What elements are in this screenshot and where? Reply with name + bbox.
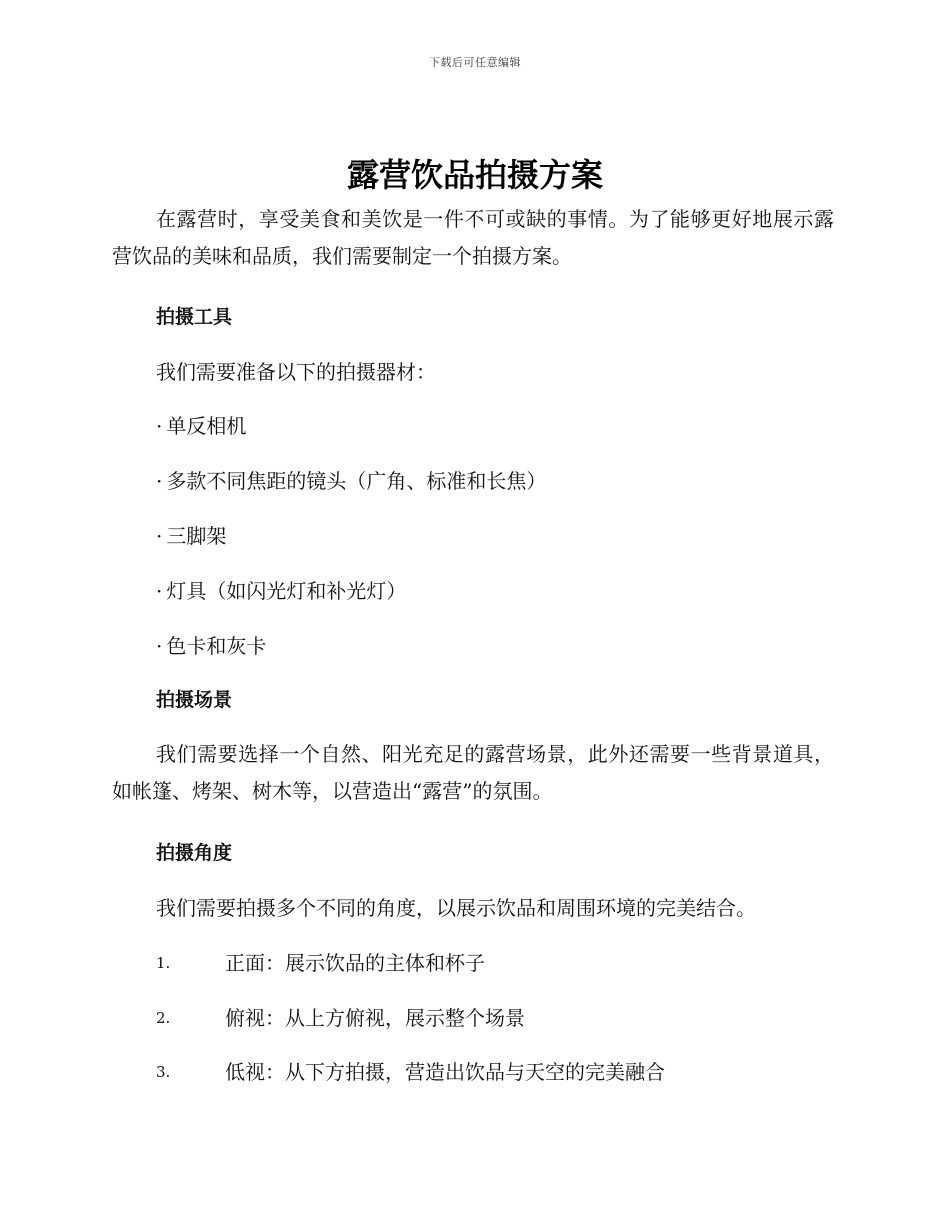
tools-item-label: 三脚架 — [166, 524, 227, 548]
tools-item-label: 色卡和灰卡 — [166, 634, 267, 658]
scene-heading: 拍摄场景 — [156, 689, 233, 711]
tools-item — [156, 522, 226, 550]
angle-item-number: 2. — [156, 1009, 171, 1027]
document-title: 露营饮品拍摄方案 — [346, 156, 603, 194]
bullet-icon: · — [156, 634, 163, 658]
bullet-icon: · — [156, 579, 163, 603]
bullet-icon: · — [156, 469, 163, 493]
angle-item-text: 俯视：从上方俯视，展示整个场景 — [225, 1006, 525, 1030]
tools-item-label: 单反相机 — [166, 414, 247, 438]
angle-item-number: 1. — [156, 954, 171, 972]
tools-item — [156, 577, 406, 605]
angle-item-text: 低视：从下方拍摄，营造出饮品与天空的完美融合 — [225, 1060, 665, 1084]
angle-item-text: 正面：展示饮品的主体和杯子 — [225, 951, 485, 975]
header-note: 下载后可任意编辑 — [429, 56, 521, 69]
tools-heading: 拍摄工具 — [156, 306, 233, 328]
angles-lead: 我们需要拍摄多个不同的角度，以展示饮品和周围环境的完美结合。 — [156, 896, 756, 920]
intro-paragraph: 在露营时，享受美食和美饮是一件不可或缺的事情。为了能够更好地展示露营饮品的美味和品质，我们需要制定一个拍摄方案。 — [112, 207, 834, 268]
tools-item — [156, 412, 246, 440]
angles-heading: 拍摄角度 — [156, 842, 233, 864]
tools-item-label: 多款不同焦距的镜头（广角、标准和长焦） — [166, 469, 547, 493]
scene-paragraph: 我们需要选择一个自然、阳光充足的露营场景，此外还需要一些背景道具，如帐篷、烤架、树木等，以营造出“露营”的氛围。 — [112, 742, 834, 803]
bullet-icon: · — [156, 524, 163, 548]
tools-lead: 我们需要准备以下的拍摄器材： — [156, 360, 436, 384]
tools-item-label: 灯具（如闪光灯和补光灯） — [166, 579, 407, 603]
bullet-icon: · — [156, 414, 163, 438]
tools-item — [156, 632, 266, 660]
tools-item — [156, 467, 546, 495]
angle-item-number: 3. — [156, 1063, 171, 1081]
